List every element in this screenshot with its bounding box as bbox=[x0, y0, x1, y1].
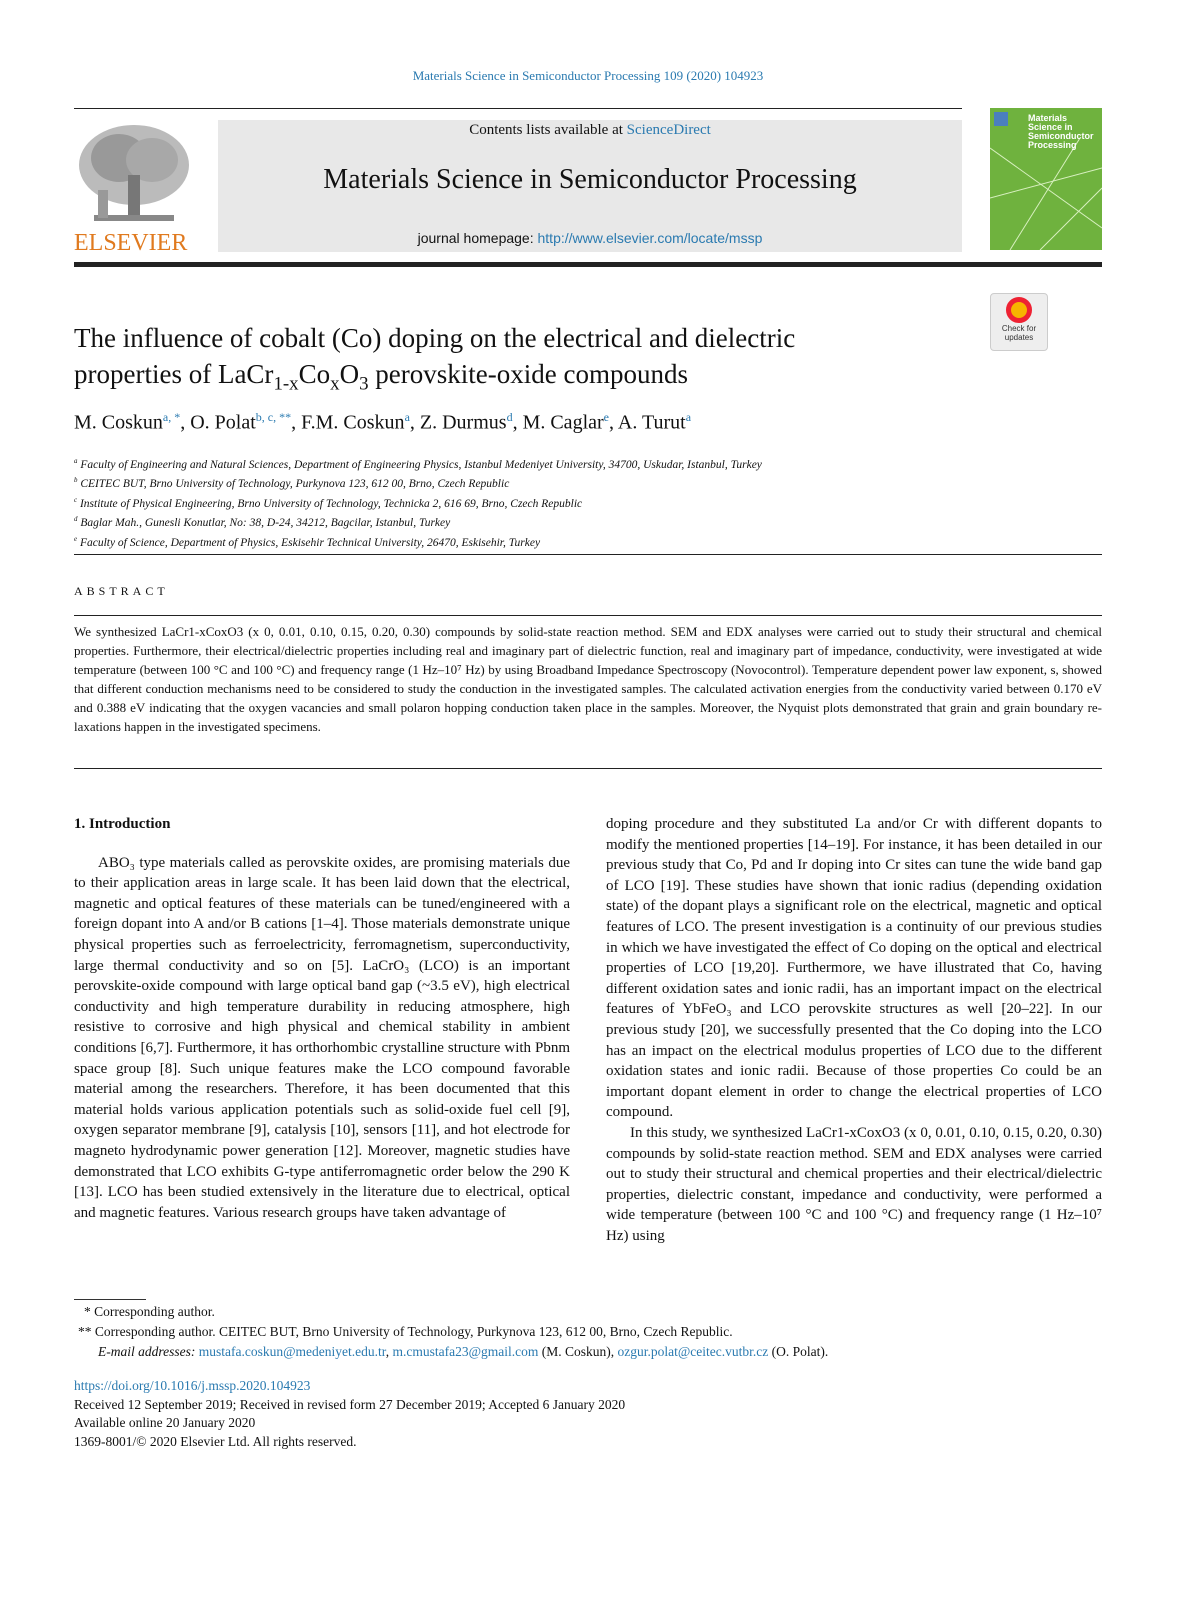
affiliation-item bbox=[74, 473, 1104, 492]
footnote-text: ** Corresponding author. CEITEC BUT, Brno University of Technology, Purkynova 123, 612 00, Brno, Czech Republic. bbox=[78, 1324, 733, 1339]
author-name: F.M. Coskun bbox=[301, 411, 405, 434]
author-name: A. Turut bbox=[617, 411, 686, 434]
abstract-bottom-rule bbox=[74, 768, 1102, 769]
author-name: O. Polat bbox=[190, 411, 256, 434]
elsevier-logo bbox=[74, 120, 194, 255]
check-updates-label: Check for updates bbox=[1001, 324, 1037, 342]
affiliation-item bbox=[74, 454, 1104, 473]
journal-homepage bbox=[218, 230, 962, 246]
check-for-updates-badge[interactable] bbox=[990, 293, 1048, 351]
available-online: Available online 20 January 2020 bbox=[74, 1415, 256, 1430]
article-title bbox=[74, 320, 934, 402]
author-affiliation-mark[interactable]: a bbox=[404, 410, 410, 424]
email-owner: (M. Coskun), bbox=[538, 1344, 618, 1359]
journal-cover-image bbox=[990, 108, 1102, 250]
author-list: M. Coskun$^{a, *}$, O. Polat$^{b, c, **}$, F.M. Coskun$^a$, Z. Durmus$^d$, M. Caglar$^e$, A. Turut$^a$ bbox=[74, 410, 692, 434]
affiliation-text: Institute of Physical Engineering, Brno University of Technology, Technicka 2, 616 69, Brno, Czech Republic bbox=[79, 497, 583, 510]
affiliation-item bbox=[74, 493, 1104, 512]
left-column bbox=[74, 814, 570, 1223]
affiliation-text: Baglar Mah., Gunesli Konutlar, No: 38, D-24, 34212, Bagcilar, Istanbul, Turkey bbox=[80, 517, 451, 530]
affiliation-key: b bbox=[74, 477, 78, 485]
homepage-prefix: journal homepage: bbox=[417, 230, 538, 246]
title-sub-3: 3 bbox=[359, 373, 369, 395]
author-name: M. Caglar bbox=[522, 411, 604, 434]
title-post: perovskite-oxide compounds bbox=[368, 359, 688, 389]
journal-title: Materials Science in Semiconductor Processing bbox=[323, 164, 857, 195]
contents-line bbox=[218, 122, 962, 139]
top-rule bbox=[74, 108, 962, 109]
footnote-text: * Corresponding author. bbox=[84, 1304, 215, 1319]
abstract-top-rule bbox=[74, 615, 1102, 616]
affiliation-key: e bbox=[74, 535, 78, 543]
title-o: O bbox=[339, 359, 360, 389]
footnote-rule bbox=[74, 1299, 146, 1300]
affiliation-key: d bbox=[74, 516, 78, 524]
homepage-link[interactable]: http://www.elsevier.com/locate/mssp bbox=[537, 230, 763, 246]
publisher-name: ELSEVIER bbox=[74, 230, 188, 256]
title-co: Co bbox=[298, 359, 331, 389]
copyright: 1369-8001/© 2020 Elsevier Ltd. All rights reserved. bbox=[74, 1434, 357, 1449]
author-affiliation-mark[interactable]: d bbox=[506, 410, 513, 424]
title-pre: properties of LaCr bbox=[74, 359, 274, 389]
intro-paragraph: In this study, we synthesized LaCr1-xCoxO3 (x 0, 0.01, 0.10, 0.15, 0.20, 0.30) compounds by solid-state reaction method. SEM and EDX analyses were carried out to study their structural and chemical properties and their electrical/dielectric properties, dielectric constant, impedance and conductivity, were performed a wide temperature (between 100 °C and 100 °C) and frequency range (1 Hz–10⁷ Hz) using bbox=[606, 1124, 1102, 1244]
check-updates-icon bbox=[1006, 297, 1032, 323]
abstract-text: We synthesized LaCr1-xCoxO3 (x 0, 0.01, 0.10, 0.15, 0.20, 0.30) compounds by solid-state reaction method. SEM and EDX analyses were carried out to study their structural and chemical properties. Furthermore, their electrical/dielectric properties including real and imaginary part of dielectric function, real and imaginary part of impedance, conductivity, were investigated at wide temperature (between 100 °C and 100 °C) and frequency range (1 Hz–10⁷ Hz) by using Broadband Impedance Spectroscopy (Novocontrol). Temperature dependent power law exponent, s, showed that different conduction mechanisms need to be considered to study the conduction in the investigated samples. The calculated activation energies from the conductivity varied between 0.170 eV and 0.388 eV indicating that the oxygen vacancies and small polaron hopping conduction taken place in the samples. Moreover, the Nyquist plots demonstrated that grain and grain boundary re-laxations happen in the investigated specimens. bbox=[74, 624, 1102, 734]
journal-citation[interactable]: Materials Science in Semiconductor Processing 109 (2020) 104923 bbox=[412, 68, 764, 83]
email-owner: (O. Polat). bbox=[768, 1344, 829, 1359]
author-name: Z. Durmus bbox=[419, 411, 507, 434]
affiliation-item bbox=[74, 512, 1104, 531]
section-heading-introduction: 1. Introduction bbox=[74, 816, 171, 832]
header-thick-rule bbox=[74, 262, 1102, 267]
author-affiliation-mark[interactable]: a, * bbox=[162, 410, 181, 424]
right-column bbox=[606, 814, 1102, 1246]
cover-title: Materials Science in Semiconductor Processing bbox=[1028, 113, 1094, 150]
received-dates: Received 12 September 2019; Received in revised form 27 December 2019; Accepted 6 January 2020 bbox=[74, 1397, 626, 1412]
footnote-corresponding-1 bbox=[74, 1304, 215, 1320]
affiliation-text: Faculty of Science, Department of Physics, Eskisehir Technical University, 26470, Eskisehir, Turkey bbox=[79, 536, 541, 549]
email-link[interactable]: ozgur.polat@ceitec.vutbr.cz bbox=[617, 1344, 769, 1359]
doi-link[interactable]: https://doi.org/10.1016/j.mssp.2020.104923 bbox=[74, 1378, 311, 1393]
title-sub-2: x bbox=[330, 373, 340, 395]
footnote-corresponding-2 bbox=[74, 1324, 733, 1340]
email-link[interactable]: m.cmustafa23@gmail.com bbox=[392, 1344, 539, 1359]
affiliation-list bbox=[74, 454, 1104, 551]
intro-paragraph-continued: doping procedure and they substituted La and/or Cr with different dopants to modify the mentioned properties [14–19]. For instance, it has been detailed in our previous study that Co, Pd and Ir doping into Cr sites can tune the wide band gap of LCO [19]. These studies have shown that ionic radius (depending oxidation state) of the dopant plays a significant role on the electrical, magnetic and optical features of LCO. The present investigation is a continuity of our previous studies in which we have investigated the effect of Co doping on the optical and electrical properties of LCO [19,20]. Furthermore, we have illustrated that Co, having different oxidation sates and ionic radii, has an important impact on the electrical features of YbFeO₃ and LCO perovskite structures as well [20–22]. In our previous study [20], we successfully presented that the Co doping into the LCO has an impact on the electrical modulus properties of LCO due to the different oxidation states and ionic radii. Because of those properties Co could be an important dopant element in order to change the electrical properties of LCO compound. bbox=[606, 816, 1102, 1121]
contents-prefix: Contents lists available at bbox=[469, 122, 627, 138]
affiliation-key: a bbox=[74, 458, 78, 465]
journal-header-band bbox=[218, 120, 962, 252]
author-name: M. Coskun bbox=[74, 411, 163, 434]
author-affiliation-mark[interactable]: a bbox=[685, 410, 692, 424]
email-link[interactable]: mustafa.coskun@medeniyet.edu.tr bbox=[198, 1344, 386, 1359]
affiliation-rule bbox=[74, 554, 1102, 555]
intro-paragraph: ABO₃ type materials called as perovskite oxides, are promising materials due to their application areas in large scale. It has been laid down that the electrical, magnetic and optical features of these materials can be tuned/engineered with a foreign dopant into A and/or B cations [1–4]. Those materials demonstrate unique physical properties such as ferroelectricity, ferromagnetism, superconductivity, large thermal conductivity and so on [5]. LaCrO₃ (LCO) is an important perovskite-oxide compound with large optical band gap (~3.5 eV), high electrical conductivity and high temperature durability in reducing atmosphere, high resistive to corrosive and high physical and chemical stability in ambient conditions [6,7]. Furthermore, it has orthorhombic crystalline structure with Pbnm space group [8]. Such unique features make the LCO compound favorable material among the researchers. Therefore, it has been documented that this material holds various application potentials such as solid-oxide fuel cell [9], oxygen separator membrane [9], catalysis [10], sensors [11], and hot electrode for magneto hydrodynamic power generation [12]. Moreover, magnetic studies have demonstrated that LCO exhibits G-type antiferromagnetic order below the 290 K [13]. LCO has been studied extensively in the literature due to electrical, optical and magnetic features. Various research groups have taken advantage of bbox=[74, 854, 570, 1221]
title-line-2 bbox=[74, 356, 934, 402]
affiliation-item bbox=[74, 532, 1104, 551]
sciencedirect-link[interactable]: ScienceDirect bbox=[626, 122, 711, 138]
affiliation-text: CEITEC BUT, Brno University of Technology, Purkynova 123, 612 00, Brno, Czech Republic bbox=[80, 478, 510, 491]
author-affiliation-mark[interactable]: b, c, ** bbox=[255, 410, 292, 424]
author-affiliation-mark[interactable]: e bbox=[603, 410, 609, 424]
title-line-1: The influence of cobalt (Co) doping on the electrical and dielectric bbox=[74, 323, 796, 353]
footnote-emails: E-mail addresses: mustafa.coskun@medeniyet.edu.tr, m.cmustafa23@gmail.com (M. Coskun), ozgur.polat@ceitec.vutbr.cz (O. Polat). bbox=[98, 1344, 829, 1359]
affiliation-text: Faculty of Engineering and Natural Sciences, Department of Engineering Physics, Istanbul Medeniyet University, 34700, Uskudar, Istanbul, Turkey bbox=[80, 458, 762, 471]
title-sub-1: 1-x bbox=[273, 373, 299, 395]
affiliation-key: c bbox=[74, 496, 78, 504]
email-label: E-mail addresses: bbox=[98, 1344, 199, 1359]
abstract-heading: ABSTRACT bbox=[74, 584, 169, 598]
